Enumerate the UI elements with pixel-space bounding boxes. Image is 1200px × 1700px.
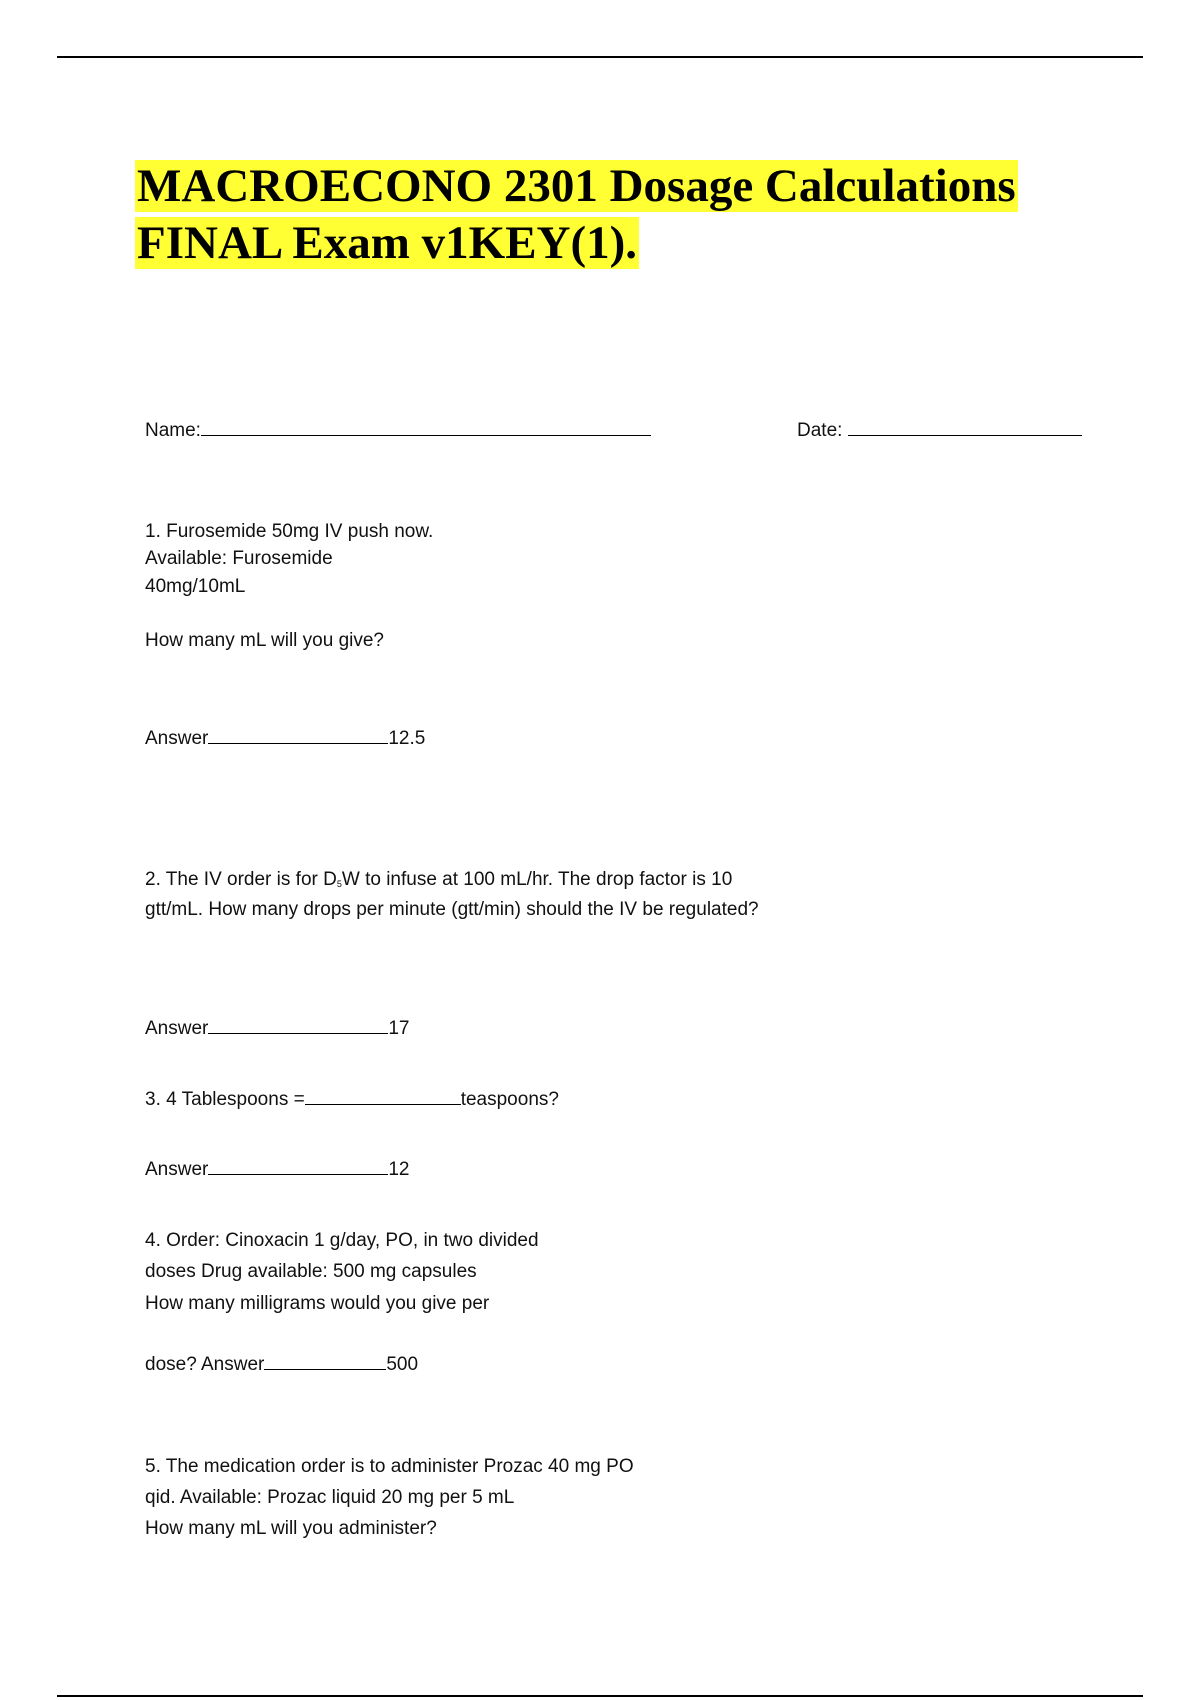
answer-label: Answer — [145, 1018, 209, 1039]
top-rule — [57, 56, 1143, 58]
q1-line-1: 1. Furosemide 50mg IV push now. — [145, 521, 434, 542]
date-label: Date: — [797, 420, 843, 441]
q1-line-2: Available: Furosemide — [145, 548, 333, 569]
answer-label: Answer — [145, 728, 209, 749]
q1-answer-row — [145, 724, 425, 752]
q2-line-1-pre: 2. The IV order is for D — [145, 869, 337, 890]
q2-line-1 — [145, 866, 732, 898]
q4-answer-row — [145, 1350, 418, 1378]
q3-prompt-post: teaspoons? — [460, 1089, 559, 1110]
title-line-2: FINAL Exam v1KEY(1). — [137, 217, 638, 269]
q2-line-1-sub: 5 — [336, 879, 342, 889]
q4-answer-blank[interactable] — [264, 1350, 386, 1370]
q2-answer-value: 17 — [388, 1018, 410, 1039]
q1-answer-value: 12.5 — [388, 728, 426, 749]
q2-answer-blank[interactable] — [208, 1014, 388, 1034]
q4-answer-prefix: dose? Answer — [145, 1354, 265, 1375]
q4-line-1: 4. Order: Cinoxacin 1 g/day, PO, in two divided — [145, 1230, 539, 1251]
q4-line-3: How many milligrams would you give per — [145, 1293, 490, 1314]
q1-answer-blank[interactable] — [208, 724, 388, 744]
q3-answer-value: 12 — [388, 1159, 410, 1180]
q3-blank[interactable] — [305, 1085, 461, 1105]
q5-line-3: How many mL will you administer? — [145, 1518, 437, 1539]
q3-answer-row — [145, 1155, 410, 1183]
q3-prompt — [145, 1085, 559, 1113]
q2-answer-row — [145, 1014, 410, 1042]
q5-line-1: 5. The medication order is to administer Prozac 40 mg PO — [145, 1456, 634, 1477]
name-blank[interactable] — [201, 416, 651, 436]
q3-prompt-pre: 3. 4 Tablespoons = — [145, 1089, 305, 1110]
document-title — [135, 158, 1095, 272]
answer-label: Answer — [145, 1159, 209, 1180]
date-blank[interactable] — [848, 416, 1082, 436]
bottom-rule — [57, 1695, 1143, 1697]
name-field — [145, 416, 651, 444]
q5-line-2: qid. Available: Prozac liquid 20 mg per 5 mL — [145, 1487, 515, 1508]
q3-answer-blank[interactable] — [208, 1155, 388, 1175]
q1-line-3: 40mg/10mL — [145, 576, 246, 597]
q1-line-4: How many mL will you give? — [145, 630, 384, 651]
q4-answer-value: 500 — [386, 1354, 419, 1375]
name-label: Name: — [145, 420, 201, 441]
q2-line-2: gtt/mL. How many drops per minute (gtt/min) should the IV be regulated? — [145, 899, 759, 920]
q2-line-1-post: W to infuse at 100 mL/hr. The drop factor is 10 — [341, 869, 733, 890]
q4-line-2: doses Drug available: 500 mg capsules — [145, 1261, 477, 1282]
title-line-1: MACROECONO 2301 Dosage Calculations — [137, 160, 1016, 212]
date-field — [797, 416, 1082, 444]
